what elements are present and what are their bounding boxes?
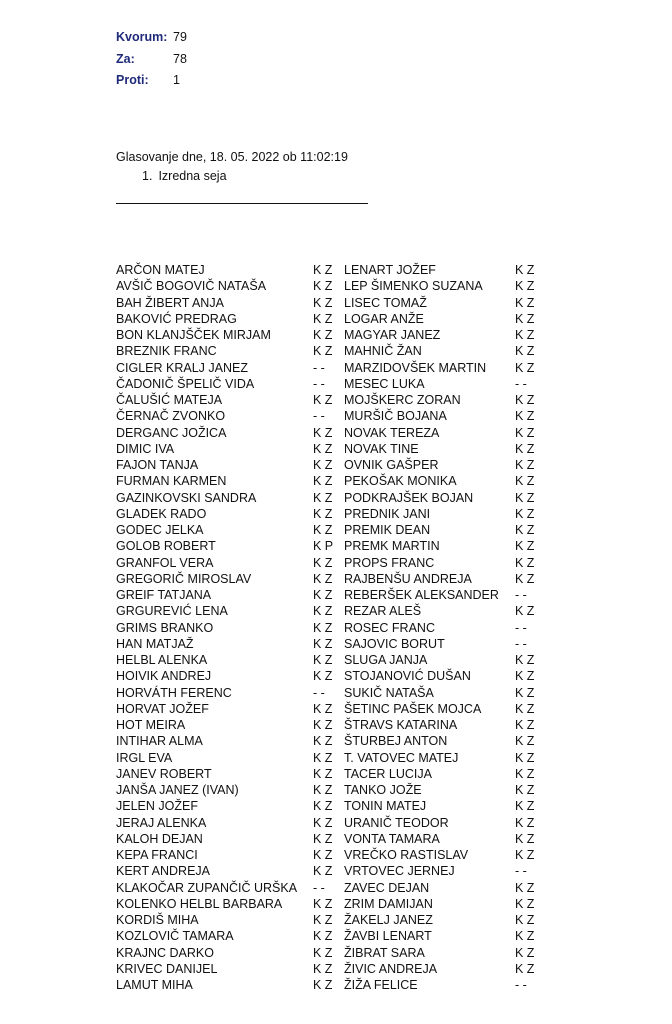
member-row — [116, 490, 338, 506]
member-vote: K Z — [313, 295, 333, 310]
member-row — [344, 880, 536, 896]
member-row — [116, 847, 338, 863]
member-row — [116, 360, 338, 376]
member-vote: K Z — [515, 718, 535, 732]
member-name: FURMAN KARMEN — [116, 474, 227, 489]
member-row — [116, 555, 338, 571]
member-row — [116, 587, 338, 603]
member-vote: K Z — [313, 913, 333, 927]
member-vote: K Z — [313, 815, 333, 830]
member-name: KLAKOČAR ZUPANČIČ URŠKA — [116, 880, 298, 895]
summary-value: 79 — [173, 30, 187, 44]
member-vote: K Z — [313, 636, 333, 651]
member-row — [344, 392, 536, 408]
member-vote: K Z — [313, 604, 333, 619]
summary-value: 1 — [173, 73, 180, 87]
members-left-column — [116, 262, 338, 993]
member-name: ARČON MATEJ — [116, 263, 205, 277]
member-name: TONIN MATEJ — [344, 799, 427, 814]
member-vote: K Z — [313, 653, 333, 667]
member-row — [344, 343, 536, 359]
member-row — [116, 961, 338, 977]
member-vote: - - — [313, 880, 325, 895]
member-vote: K Z — [313, 393, 333, 407]
member-vote: K Z — [515, 425, 535, 440]
member-vote: - - — [313, 360, 325, 375]
member-name: BON KLANJŠČEK MIRJAM — [116, 328, 271, 342]
member-row — [344, 733, 536, 749]
vote-datetime: Glasovanje dne, 18. 05. 2022 ob 11:02:19 — [116, 150, 348, 164]
member-row — [116, 652, 338, 668]
member-row — [344, 782, 536, 798]
member-vote: K Z — [515, 896, 535, 911]
member-row — [344, 750, 536, 766]
member-row — [344, 506, 536, 522]
member-name: HOIVIK ANDREJ — [116, 669, 212, 684]
member-row — [116, 896, 338, 912]
member-row — [344, 425, 536, 441]
member-name: KEPA FRANCI — [116, 848, 198, 862]
member-row — [116, 928, 338, 944]
member-row — [344, 360, 536, 376]
member-row — [116, 863, 338, 879]
member-row — [344, 636, 536, 652]
member-name: ČADONIČ ŠPELIČ VIDA — [116, 376, 255, 391]
member-row — [116, 295, 338, 311]
member-vote: K Z — [313, 718, 333, 732]
member-row — [116, 522, 338, 538]
member-name: GREIF TATJANA — [116, 588, 212, 602]
member-name: LISEC TOMAŽ — [344, 295, 427, 310]
member-name: TACER LUCIJA — [344, 766, 432, 781]
member-vote: K Z — [515, 734, 535, 749]
member-vote: K Z — [515, 929, 535, 944]
member-vote: K Z — [313, 701, 333, 716]
member-name: LAMUT MIHA — [116, 978, 193, 992]
member-row — [344, 278, 536, 294]
member-vote: K Z — [515, 961, 535, 976]
member-name: MOJŠKERC ZORAN — [344, 393, 461, 407]
member-row — [344, 961, 536, 977]
members-right-column — [344, 262, 536, 993]
summary-label: Proti: — [116, 73, 149, 87]
member-name: ŠETINC PAŠEK MOJCA — [344, 701, 482, 716]
member-vote: K Z — [313, 799, 333, 814]
member-name: ŠTURBEJ ANTON — [344, 734, 448, 749]
member-name: FAJON TANJA — [116, 458, 199, 472]
member-name: ŽAKELJ JANEZ — [344, 913, 433, 927]
member-row — [344, 701, 536, 717]
member-vote: K Z — [515, 279, 535, 294]
member-vote: K Z — [515, 409, 535, 424]
member-vote: K Z — [313, 458, 333, 472]
vote-summary — [116, 27, 187, 92]
member-name: ČERNAČ ZVONKO — [116, 409, 226, 424]
member-row — [116, 977, 338, 993]
member-name: JERAJ ALENKA — [116, 815, 207, 830]
member-vote: - - — [515, 978, 527, 992]
member-row — [344, 685, 536, 701]
member-vote: - - — [515, 864, 527, 879]
member-name: KERT ANDREJA — [116, 864, 211, 879]
member-vote: K Z — [515, 360, 535, 375]
member-vote: - - — [515, 620, 527, 635]
member-name: VREČKO RASTISLAV — [344, 848, 469, 862]
member-vote: K Z — [313, 279, 333, 294]
member-vote: K Z — [313, 961, 333, 976]
member-row — [116, 311, 338, 327]
member-name: LOGAR ANŽE — [344, 311, 424, 326]
member-vote: K Z — [515, 653, 535, 667]
member-name: LENART JOŽEF — [344, 263, 436, 277]
summary-for — [116, 49, 187, 71]
member-row — [344, 603, 536, 619]
member-row — [116, 945, 338, 961]
member-vote: K Z — [515, 913, 535, 927]
member-row — [344, 928, 536, 944]
member-vote: K Z — [515, 880, 535, 895]
member-vote: K Z — [515, 685, 535, 700]
member-row — [116, 441, 338, 457]
member-vote: K Z — [515, 393, 535, 407]
member-name: JANŠA JANEZ (IVAN) — [116, 783, 239, 797]
member-vote: K Z — [515, 799, 535, 814]
member-name: VRTOVEC JERNEJ — [344, 864, 455, 879]
member-row — [116, 408, 338, 424]
member-name: ZAVEC DEJAN — [344, 880, 430, 895]
member-row — [116, 262, 338, 278]
member-vote: K Z — [515, 701, 535, 716]
member-name: MURŠIČ BOJANA — [344, 409, 447, 424]
member-row — [344, 538, 536, 554]
session-title: Izredna seja — [158, 169, 227, 183]
member-row — [344, 376, 536, 392]
member-name: ŽIVIC ANDREJA — [344, 961, 438, 976]
member-row — [116, 506, 338, 522]
member-row — [344, 522, 536, 538]
member-vote: K Z — [313, 783, 333, 797]
member-row — [344, 327, 536, 343]
member-row — [344, 847, 536, 863]
member-name: SUKIČ NATAŠA — [344, 685, 434, 700]
member-vote: K Z — [515, 344, 535, 359]
member-vote: K P — [313, 539, 334, 554]
member-name: MESEC LUKA — [344, 376, 425, 391]
member-vote: K Z — [515, 783, 535, 797]
member-row — [344, 668, 536, 684]
member-name: TANKO JOŽE — [344, 783, 422, 797]
member-vote: K Z — [515, 766, 535, 781]
member-row — [116, 376, 338, 392]
member-row — [344, 912, 536, 928]
member-row — [116, 636, 338, 652]
member-row — [116, 880, 338, 896]
member-name: PEKOŠAK MONIKA — [344, 474, 457, 489]
member-row — [116, 831, 338, 847]
member-vote: K Z — [313, 555, 333, 570]
member-vote: - - — [313, 376, 325, 391]
member-name: GRANFOL VERA — [116, 555, 214, 570]
member-name: KOLENKO HELBL BARBARA — [116, 896, 283, 911]
member-name: CIGLER KRALJ JANEZ — [116, 360, 248, 375]
member-row — [116, 327, 338, 343]
member-vote: - - — [313, 685, 325, 700]
member-row — [116, 425, 338, 441]
member-row — [344, 295, 536, 311]
member-name: VONTA TAMARA — [344, 831, 440, 846]
member-row — [116, 343, 338, 359]
member-vote: - - — [515, 636, 527, 651]
member-vote: - - — [313, 409, 325, 424]
member-row — [116, 782, 338, 798]
member-name: KORDIŠ MIHA — [116, 913, 199, 927]
member-vote: K Z — [515, 506, 535, 521]
summary-quorum — [116, 27, 187, 49]
member-row — [116, 392, 338, 408]
member-vote: K Z — [313, 620, 333, 635]
member-name: T. VATOVEC MATEJ — [344, 750, 459, 765]
member-vote: K Z — [515, 458, 535, 472]
member-row — [116, 473, 338, 489]
member-name: NOVAK TINE — [344, 441, 419, 456]
member-name: SAJOVIC BORUT — [344, 636, 445, 651]
member-name: RAJBENŠU ANDREJA — [344, 571, 472, 586]
member-row — [344, 896, 536, 912]
member-row — [344, 831, 536, 847]
member-vote: K Z — [515, 263, 535, 277]
member-vote: K Z — [515, 831, 535, 846]
member-vote: K Z — [313, 831, 333, 846]
member-name: MAHNIČ ŽAN — [344, 344, 422, 359]
member-name: ŽIBRAT SARA — [344, 945, 425, 960]
member-name: BREZNIK FRANC — [116, 344, 217, 359]
member-name: BAKOVIĆ PREDRAG — [116, 311, 237, 326]
member-vote: K Z — [313, 506, 333, 521]
member-name: ROSEC FRANC — [344, 620, 435, 635]
member-vote: K Z — [515, 571, 535, 586]
member-name: ŽAVBI LENART — [344, 929, 432, 944]
member-row — [344, 815, 536, 831]
member-name: ŠTRAVS KATARINA — [344, 718, 458, 732]
member-row — [344, 652, 536, 668]
member-vote: K Z — [515, 848, 535, 862]
session-heading — [142, 167, 227, 185]
member-vote: K Z — [313, 669, 333, 684]
member-vote: K Z — [313, 571, 333, 586]
member-vote: K Z — [313, 344, 333, 359]
member-name: KRIVEC DANIJEL — [116, 961, 218, 976]
member-row — [116, 668, 338, 684]
member-row — [116, 603, 338, 619]
member-name: ŽIŽA FELICE — [344, 978, 418, 992]
member-vote: K Z — [313, 474, 333, 489]
member-row — [116, 620, 338, 636]
member-vote: - - — [515, 588, 527, 602]
member-name: JANEV ROBERT — [116, 766, 212, 781]
member-vote: K Z — [313, 766, 333, 781]
member-vote: K Z — [515, 539, 535, 554]
member-name: OVNIK GAŠPER — [344, 458, 439, 472]
member-vote: K Z — [313, 864, 333, 879]
member-vote: K Z — [313, 311, 333, 326]
member-row — [116, 701, 338, 717]
member-name: NOVAK TEREZA — [344, 425, 440, 440]
member-name: REBERŠEK ALEKSANDER — [344, 588, 499, 602]
member-vote: K Z — [313, 523, 333, 537]
member-name: INTIHAR ALMA — [116, 734, 203, 749]
member-row — [116, 457, 338, 473]
member-name: AVŠIČ BOGOVIČ NATAŠA — [116, 279, 267, 294]
member-vote: K Z — [313, 328, 333, 342]
member-row — [116, 798, 338, 814]
member-row — [116, 571, 338, 587]
member-row — [344, 441, 536, 457]
member-row — [344, 311, 536, 327]
member-name: PROPS FRANC — [344, 555, 435, 570]
member-name: GAZINKOVSKI SANDRA — [116, 490, 257, 505]
summary-against — [116, 70, 187, 92]
member-vote: K Z — [313, 945, 333, 960]
member-name: GRGUREVIĆ LENA — [116, 604, 228, 619]
member-vote: K Z — [313, 896, 333, 911]
summary-value: 78 — [173, 51, 187, 66]
member-vote: K Z — [515, 441, 535, 456]
member-vote: K Z — [515, 523, 535, 537]
member-name: MAGYAR JANEZ — [344, 328, 441, 342]
member-row — [344, 571, 536, 587]
member-name: BAH ŽIBERT ANJA — [116, 295, 224, 310]
member-name: ČALUŠIĆ MATEJA — [116, 393, 223, 407]
member-vote: K Z — [515, 311, 535, 326]
summary-label: Kvorum: — [116, 30, 168, 44]
member-vote: K Z — [313, 929, 333, 944]
session-number: 1. — [142, 169, 153, 183]
member-name: DERGANC JOŽICA — [116, 425, 227, 440]
member-vote: K Z — [313, 588, 333, 602]
member-vote: K Z — [313, 441, 333, 456]
member-vote: K Z — [515, 490, 535, 505]
member-row — [344, 717, 536, 733]
member-row — [116, 912, 338, 928]
member-row — [116, 717, 338, 733]
member-row — [116, 538, 338, 554]
member-vote: K Z — [515, 604, 535, 619]
member-name: KRAJNC DARKO — [116, 945, 214, 960]
summary-label: Za: — [116, 51, 135, 66]
member-name: GRIMS BRANKO — [116, 620, 214, 635]
member-vote: K Z — [515, 295, 535, 310]
member-row — [344, 766, 536, 782]
member-name: STOJANOVIĆ DUŠAN — [344, 669, 471, 684]
member-vote: K Z — [515, 945, 535, 960]
member-vote: K Z — [515, 669, 535, 684]
member-row — [116, 766, 338, 782]
member-vote: K Z — [515, 750, 535, 765]
member-vote: K Z — [515, 555, 535, 570]
member-row — [344, 262, 536, 278]
member-name: MARZIDOVŠEK MARTIN — [344, 360, 487, 375]
member-vote: K Z — [313, 263, 333, 277]
member-name: PREMIK DEAN — [344, 523, 431, 537]
member-row — [344, 457, 536, 473]
member-name: KALOH DEJAN — [116, 831, 203, 846]
member-name: GLADEK RADO — [116, 506, 207, 521]
member-name: JELEN JOŽEF — [116, 799, 198, 814]
member-row — [344, 977, 536, 993]
member-vote: K Z — [313, 848, 333, 862]
member-row — [344, 587, 536, 603]
member-row — [116, 278, 338, 294]
member-row — [344, 798, 536, 814]
member-row — [344, 863, 536, 879]
member-row — [116, 733, 338, 749]
member-name: REZAR ALEŠ — [344, 604, 422, 619]
member-name: ZRIM DAMIJAN — [344, 896, 433, 911]
member-vote: K Z — [515, 328, 535, 342]
member-name: SLUGA JANJA — [344, 653, 428, 667]
member-vote: K Z — [515, 474, 535, 489]
member-name: PREDNIK JANI — [344, 506, 431, 521]
member-name: GOLOB ROBERT — [116, 539, 216, 554]
member-name: KOZLOVIČ TAMARA — [116, 929, 234, 944]
member-row — [344, 473, 536, 489]
member-name: GREGORIČ MIROSLAV — [116, 571, 252, 586]
member-name: HORVAT JOŽEF — [116, 701, 209, 716]
member-row — [116, 685, 338, 701]
member-vote: K Z — [313, 978, 333, 992]
member-name: HAN MATJAŽ — [116, 636, 194, 651]
member-row — [344, 490, 536, 506]
member-vote: K Z — [313, 425, 333, 440]
member-row — [344, 555, 536, 571]
member-name: GODEC JELKA — [116, 523, 204, 537]
member-row — [344, 620, 536, 636]
member-row — [116, 750, 338, 766]
member-row — [116, 815, 338, 831]
member-name: PODKRAJŠEK BOJAN — [344, 490, 474, 505]
member-name: HOT MEIRA — [116, 718, 186, 732]
member-vote: K Z — [515, 815, 535, 830]
member-vote: K Z — [313, 734, 333, 749]
member-row — [344, 408, 536, 424]
member-name: URANIČ TEODOR — [344, 815, 449, 830]
member-vote: K Z — [313, 750, 333, 765]
member-name: HELBL ALENKA — [116, 653, 208, 667]
member-vote: - - — [515, 376, 527, 391]
member-name: HORVÁTH FERENC — [116, 685, 232, 700]
divider — [116, 203, 368, 204]
member-row — [344, 945, 536, 961]
member-vote: K Z — [313, 490, 333, 505]
member-name: DIMIC IVA — [116, 441, 175, 456]
member-name: PREMK MARTIN — [344, 539, 440, 554]
member-name: IRGL EVA — [116, 750, 173, 765]
member-name: LEP ŠIMENKO SUZANA — [344, 279, 483, 294]
